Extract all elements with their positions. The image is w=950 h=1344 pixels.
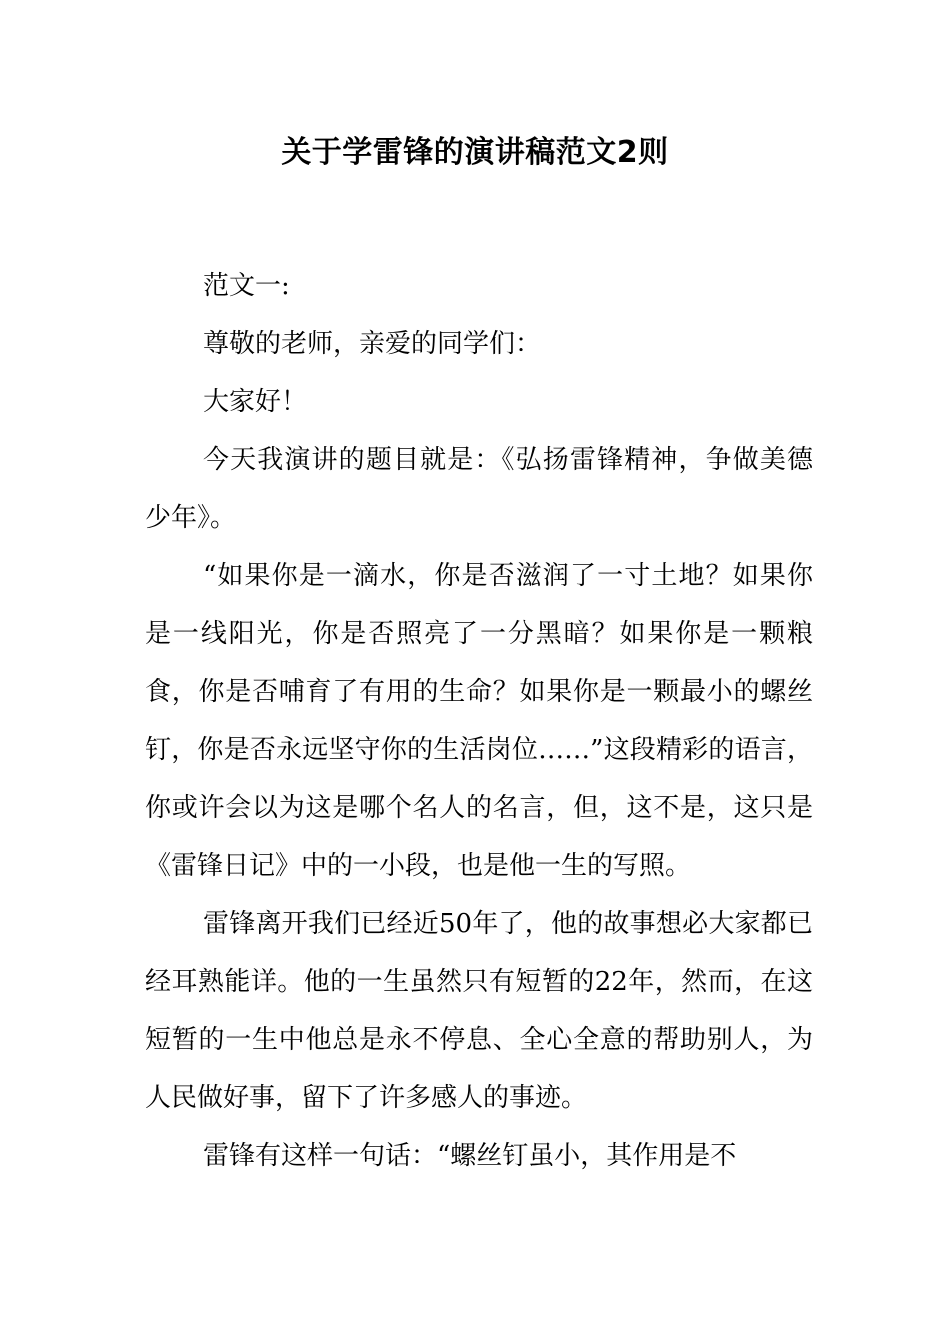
paragraph-topic: 今天我演讲的题目就是：《弘扬雷锋精神，争做美德少年》。: [145, 445, 813, 533]
paragraph-salutation: 尊敬的老师，亲爱的同学们：: [203, 329, 542, 359]
paragraph-greeting: 大家好！: [203, 387, 308, 417]
paragraph-story: 雷锋离开我们已经近50年了，他的故事想必大家都已经耳熟能详。他的一生虽然只有短暂的22年，然而，在这短暂的一生中他总是永不停息、全心全意的帮助别人，为人民做好事，留下了许多感人的事迹。: [145, 909, 813, 1113]
paragraph-heading-sample-one: 范文一:: [203, 271, 290, 301]
paragraph-quote: “如果你是一滴水，你是否滋润了一寸土地？如果你是一线阳光，你是否照亮了一分黑暗？如果你是一颗粮食，你是否哺育了有用的生命？如果你是一颗最小的螺丝钉，你是否永远坚守你的生活岗位……”这段精彩的语言，你或许会以为这是哪个名人的名言，但，这不是，这只是《雷锋日记》中的一小段，也是他一生的写照。: [145, 561, 813, 881]
document-body: [145, 257, 813, 1185]
paragraph-saying: 雷锋有这样一句话：“螺丝钉虽小，其作用是不: [203, 1141, 737, 1171]
document-title: 关于学雷锋的演讲稿范文2则: [281, 135, 669, 170]
